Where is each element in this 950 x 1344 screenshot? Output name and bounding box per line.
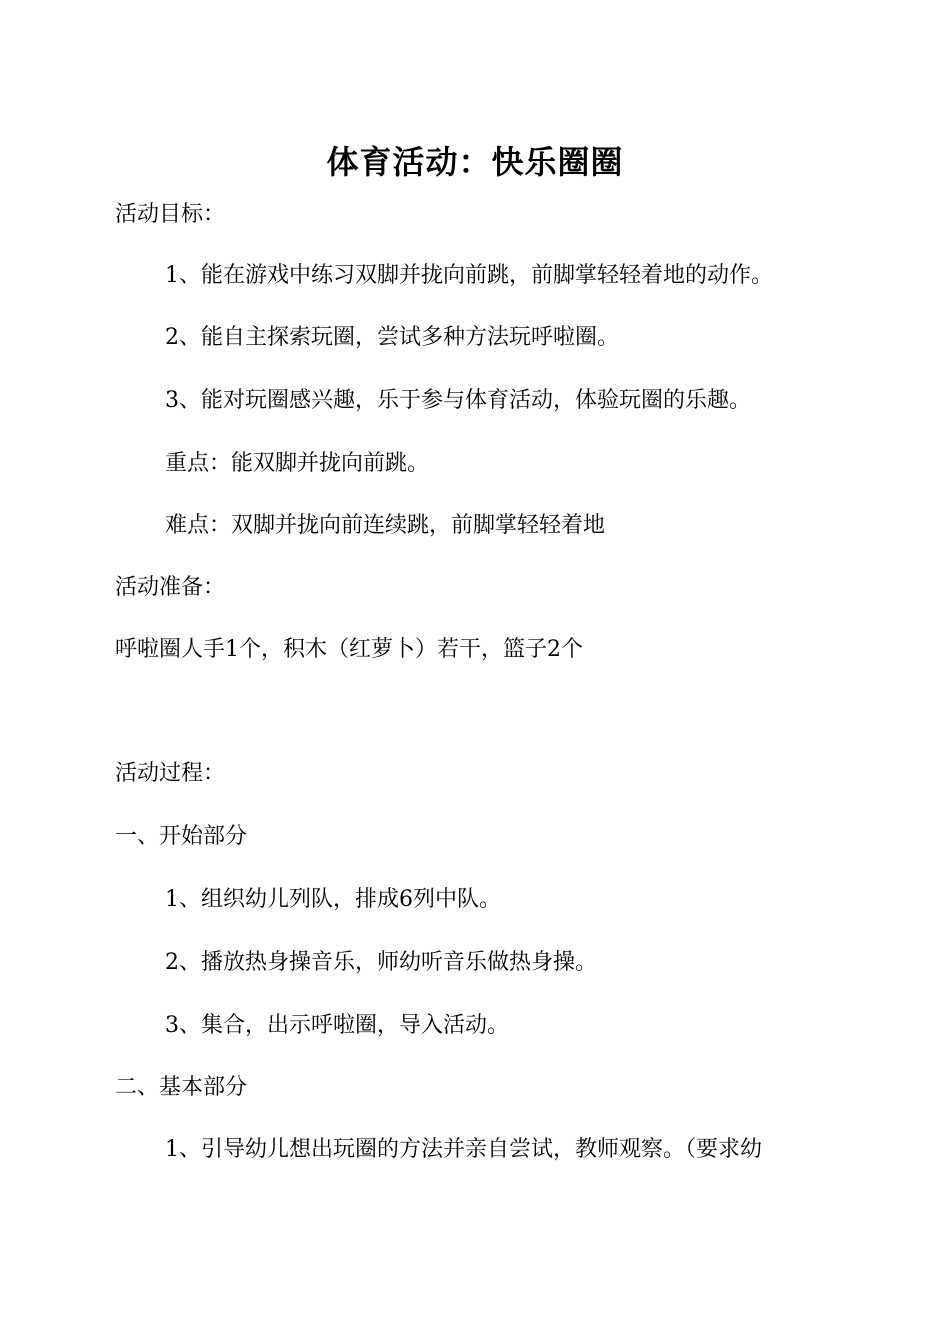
key-point: 重点：能双脚并拢向前跳。 — [165, 451, 430, 476]
document-title: 体育活动：快乐圈圈 — [326, 143, 624, 181]
section-heading-start: 一、开始部分 — [115, 824, 248, 849]
goal-item: 2、能自主探索玩圈，尝试多种方法玩呼啦圈。 — [165, 325, 619, 350]
difficulty: 难点：双脚并拢向前连续跳，前脚掌轻轻着地 — [165, 513, 606, 538]
process-item: 2、播放热身操音乐，师幼听音乐做热身操。 — [165, 950, 597, 975]
prep-text: 呼啦圈人手1个，积木（红萝卜）若干，篮子2个 — [115, 637, 583, 662]
prep-heading: 活动准备： — [115, 575, 226, 600]
goal-item: 1、能在游戏中练习双脚并拢向前跳，前脚掌轻轻着地的动作。 — [165, 263, 773, 288]
process-item: 1、引导幼儿想出玩圈的方法并亲自尝试，教师观察。（要求幼 — [165, 1137, 762, 1162]
process-item: 3、集合，出示呼啦圈，导入活动。 — [165, 1013, 509, 1038]
section-heading-basic: 二、基本部分 — [115, 1075, 248, 1100]
process-heading: 活动过程： — [115, 761, 226, 786]
goal-item: 3、能对玩圈感兴趣，乐于参与体育活动，体验玩圈的乐趣。 — [165, 388, 751, 413]
process-item: 1、组织幼儿列队，排成6列中队。 — [165, 887, 501, 912]
goals-heading: 活动目标： — [115, 202, 226, 227]
